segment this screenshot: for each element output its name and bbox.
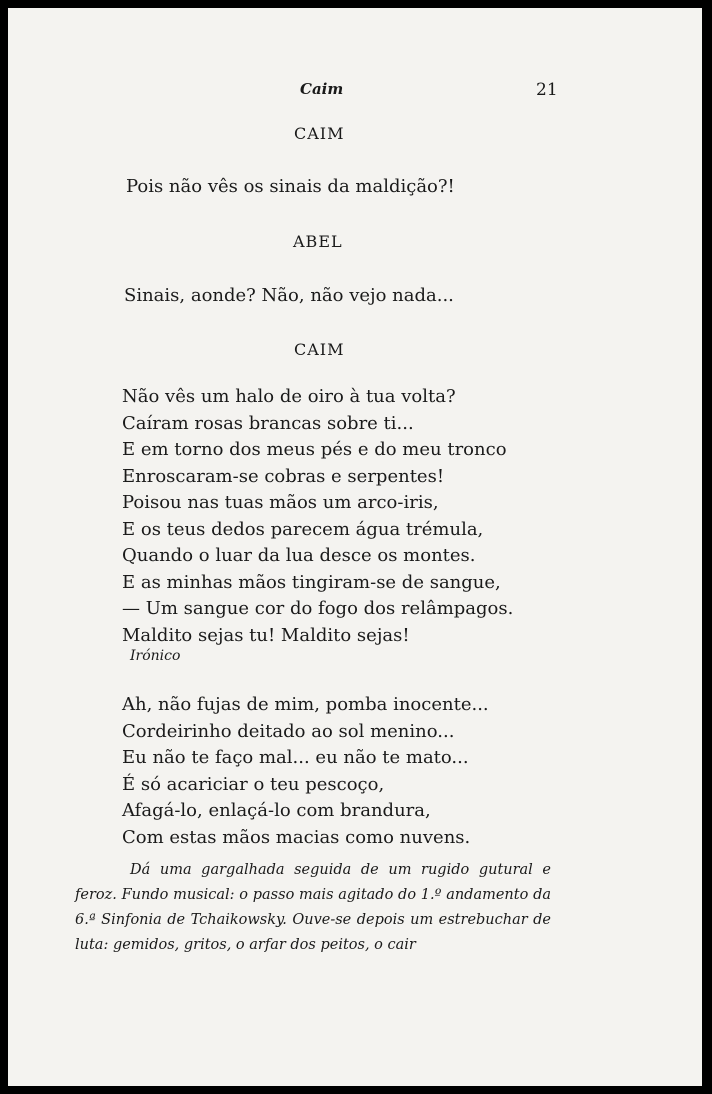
verse-line: Afagá-lo, enlaçá-lo com brandura,: [122, 800, 431, 821]
verse-line: Pois não vês os sinais da maldição?!: [126, 176, 455, 197]
verse-line: Ah, não fujas de mim, pomba inocente...: [122, 694, 489, 715]
verse-line: Enroscaram-se cobras e serpentes!: [122, 465, 445, 487]
stage-direction-paragraph: Dá uma gargalhada seguida de um rugido gutural e feroz. Fundo musical: o passo mais agitado do 1.º andamento da 6.ª Sinfonia de Tchaikowsky. Ouve-se depois um estrebuchar de luta: gemidos, gritos, o arfar dos peitos, o cair: [75, 862, 551, 953]
verse-line: Não vês um halo de oiro à tua volta?: [122, 386, 456, 407]
verse-line: Poisou nas tuas mãos um arco-iris,: [122, 492, 439, 513]
speaker-caim: CAIM: [294, 124, 345, 143]
verse-line: — Um sangue cor do fogo dos relâmpagos.: [122, 598, 514, 619]
book-page: [8, 8, 702, 1086]
verse-line: Sinais, aonde? Não, não vejo nada...: [124, 285, 454, 306]
speaker-caim: CAIM: [294, 340, 345, 359]
verse-stanza: [122, 692, 489, 851]
page-number: 21: [536, 80, 558, 100]
verse-stanza: [122, 384, 513, 649]
verse-line: É só acariciar o teu pescoço,: [122, 773, 385, 795]
running-header-title: Caim: [300, 80, 344, 98]
verse-line: Com estas mãos macias como nuvens.: [122, 826, 471, 848]
verse-line: Quando o luar da lua desce os montes.: [122, 545, 476, 566]
verse-line: E em torno dos meus pés e do meu tronco: [122, 439, 507, 460]
verse-line: Caíram rosas brancas sobre ti...: [122, 412, 414, 434]
stage-direction-inline: Irónico: [130, 648, 181, 664]
verse-line: Cordeirinho deitado ao sol menino...: [122, 720, 455, 742]
verse-line: E as minhas mãos tingiram-se de sangue,: [122, 571, 501, 593]
verse-line: Maldito sejas tu! Maldito sejas!: [122, 624, 410, 646]
verse-line: E os teus dedos parecem água trémula,: [122, 518, 484, 540]
verse-line: Eu não te faço mal... eu não te mato...: [122, 747, 469, 768]
speaker-abel: ABEL: [293, 232, 343, 251]
